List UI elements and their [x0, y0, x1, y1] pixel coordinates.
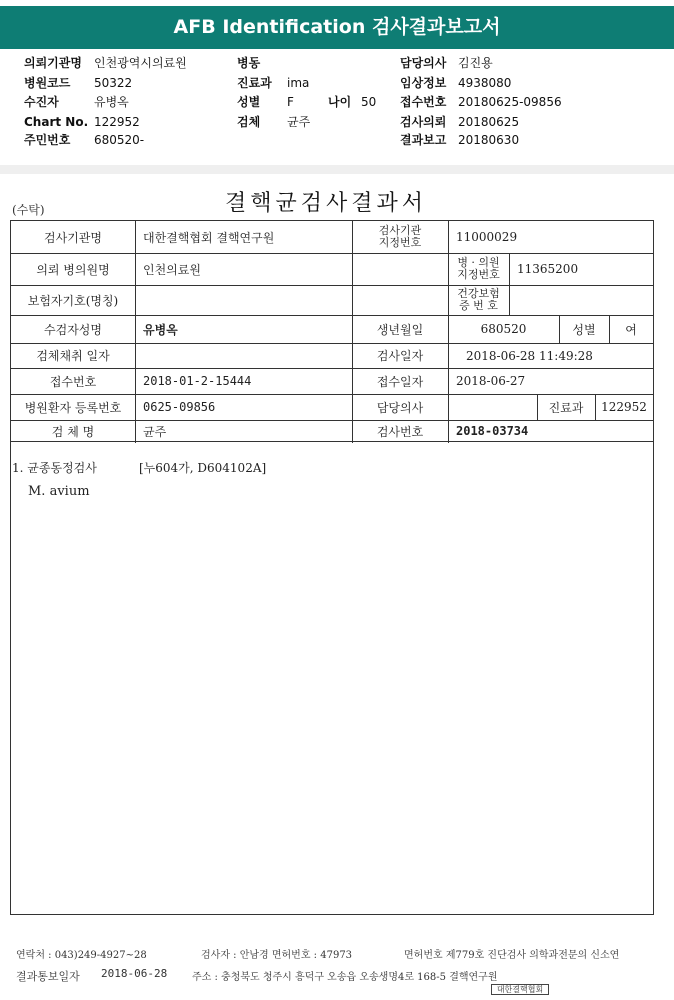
label-insurance-number — [448, 285, 509, 315]
label-test-number: 검사번호 — [376, 424, 424, 439]
info-label: 검사의뢰 — [400, 115, 447, 129]
info-label: 성별 — [237, 95, 261, 109]
label-line: 건강보험 — [457, 287, 500, 300]
info-row — [24, 76, 132, 90]
value-testing-institution: 대한결핵협회 결핵연구원 — [143, 230, 275, 245]
info-row — [400, 133, 519, 147]
label-test-date: 검사일자 — [376, 349, 424, 363]
label-birth-date: 생년월일 — [376, 322, 424, 337]
report-title: AFB Identification 검사결과보고서 — [0, 6, 674, 49]
value-sex: 여 — [625, 322, 637, 337]
label-receipt-date: 접수일자 — [376, 374, 424, 389]
info-value: ima — [287, 76, 310, 90]
value-patient-registration: 0625-09856 — [143, 400, 216, 414]
info-label: 수진자 — [24, 95, 59, 109]
info-label: 진료과 — [237, 76, 272, 90]
info-value: 680520- — [94, 133, 145, 147]
value-insurance-number — [509, 285, 653, 315]
label-line: 증 번 호 — [459, 299, 498, 312]
label-line: 병 · 의원 — [457, 256, 500, 269]
info-row — [237, 76, 309, 90]
value-referring-hospital: 인천의료원 — [143, 262, 201, 277]
footer-report-label: 결과통보일자 — [16, 970, 80, 983]
footer-report-date: 2018-06-28 — [101, 967, 168, 980]
label-collection-date: 검체채취 일자 — [36, 349, 110, 363]
info-label: 검체 — [237, 115, 261, 129]
value-department: 122952 — [601, 400, 647, 414]
info-label: 주민번호 — [24, 133, 71, 147]
label-attending-doctor: 담당의사 — [376, 400, 424, 415]
result-test-name: 1. 균종동정검사 — [12, 461, 97, 475]
value-hospital-number: 11365200 — [517, 262, 579, 276]
info-row — [24, 56, 187, 70]
association-seal: 대한결핵협회 — [491, 984, 549, 995]
info-value: 50322 — [94, 76, 133, 90]
result-area — [10, 442, 654, 915]
value-specimen: 균주 — [143, 424, 167, 439]
info-value: 50 — [361, 95, 377, 109]
value-receipt-number: 2018-01-2-15444 — [143, 374, 252, 388]
info-row — [24, 95, 129, 109]
label-line: 지정번호 — [378, 236, 422, 249]
value-collection-date — [135, 343, 352, 368]
section-divider — [0, 165, 674, 174]
label-department: 진료과 — [548, 400, 584, 415]
info-row — [400, 95, 562, 109]
footer-contact: 연락처 : 043)249-4927~28 — [16, 950, 147, 961]
info-value: 김진용 — [458, 56, 493, 70]
info-row — [237, 115, 310, 129]
label-specimen: 검 체 명 — [51, 424, 95, 439]
info-value: F — [287, 95, 294, 109]
footer-address: 주소 : 충청북도 청주시 흥덕구 오송읍 오송생명4로 168-5 결핵연구원 — [192, 972, 498, 983]
result-test-code: [누604가, D604102A] — [139, 461, 267, 475]
info-row — [400, 56, 493, 70]
info-value: 균주 — [287, 115, 311, 129]
value-test-number: 2018-03734 — [456, 424, 529, 438]
info-row — [24, 115, 140, 129]
result-organism: M. avium — [28, 484, 90, 499]
info-label: 의뢰기관명 — [24, 56, 82, 70]
info-value: 20180625-09856 — [458, 95, 562, 109]
info-label: Chart No. — [24, 115, 89, 129]
info-label: 담당의사 — [400, 56, 447, 70]
label-hospital-number — [448, 253, 509, 285]
info-value: 4938080 — [458, 76, 512, 90]
value-attending-doctor — [448, 394, 537, 420]
label-line: 검사기관 — [378, 224, 422, 237]
consignment-label: (수탁) — [12, 203, 45, 217]
info-label: 병원코드 — [24, 76, 71, 90]
info-label: 임상정보 — [400, 76, 447, 90]
label-patient-registration: 병원환자 등록번호 — [24, 400, 122, 415]
info-row — [237, 95, 294, 109]
value-insurer — [135, 285, 352, 315]
label-institution-number — [352, 221, 448, 253]
info-row — [24, 133, 144, 147]
info-row — [400, 115, 519, 129]
value-receipt-date: 2018-06-27 — [456, 374, 526, 388]
value-institution-number: 11000029 — [456, 230, 518, 244]
document-title: 결핵균검사결과서 — [225, 191, 428, 216]
value-birth-date: 680520 — [480, 322, 527, 336]
info-label: 접수번호 — [400, 95, 447, 109]
report-table — [10, 220, 654, 442]
label-insurer: 보험자기호(명칭) — [27, 293, 119, 308]
label-receipt-number: 접수번호 — [49, 374, 97, 389]
info-row-age — [328, 95, 376, 109]
info-value: 122952 — [94, 115, 140, 129]
footer-doctor: 면허번호 제779호 진단검사 의학과전문의 신소연 — [404, 950, 620, 961]
footer-examiner: 검사자 : 안남경 면허번호 : 47973 — [201, 950, 353, 961]
label-examinee-name: 수검자성명 — [44, 322, 102, 337]
info-value: 인천광역시의료원 — [94, 56, 187, 70]
info-value: 20180625 — [458, 115, 520, 129]
info-label: 나이 — [328, 95, 352, 109]
label-testing-institution: 검사기관명 — [44, 230, 102, 245]
label-sex: 성별 — [572, 322, 596, 337]
info-value: 유병옥 — [94, 95, 129, 109]
info-row — [400, 76, 511, 90]
value-test-date: 2018-06-28 11:49:28 — [466, 348, 593, 363]
info-row — [237, 56, 287, 70]
info-label: 결과보고 — [400, 133, 447, 147]
label-line: 지정번호 — [457, 268, 500, 281]
label-referring-hospital: 의뢰 병의원명 — [36, 262, 110, 277]
info-label: 병동 — [237, 56, 261, 70]
info-value: 20180630 — [458, 133, 520, 147]
value-examinee-name: 유병옥 — [143, 322, 178, 337]
